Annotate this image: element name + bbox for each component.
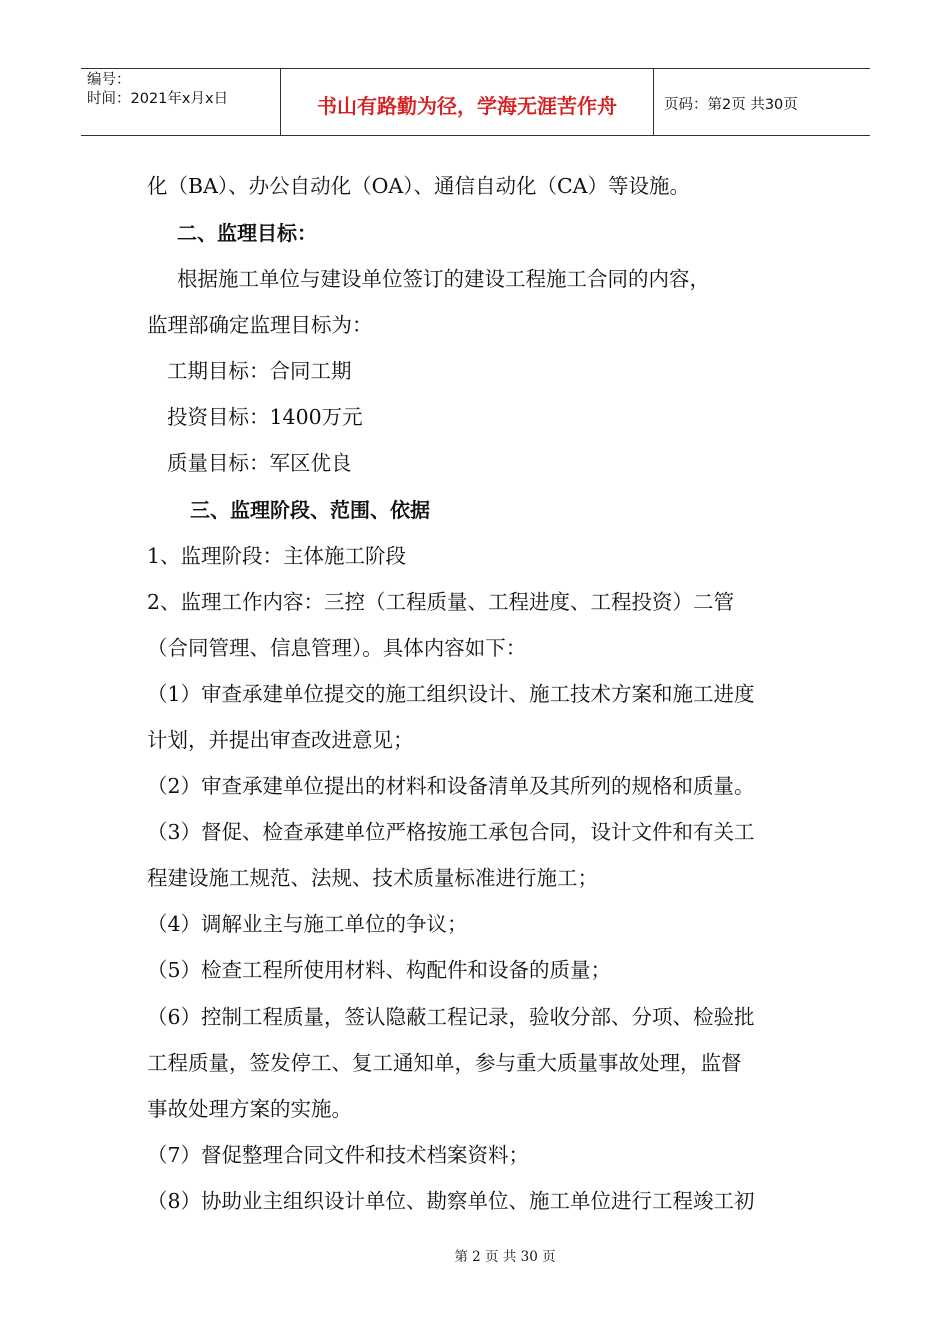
body-line: （2）审查承建单位提出的材料和设备清单及其所列的规格和质量。 [147,774,755,798]
doc-number-label: 编号： [87,72,131,88]
body-line: 根据施工单位与建设单位签订的建设工程施工合同的内容， [177,267,710,291]
body-line: 工期目标：合同工期 [167,359,352,383]
page-footer: 第 2 页 共 30 页 [454,1249,556,1265]
body-line: 事故处理方案的实施。 [147,1097,352,1121]
body-line: 监理部确定监理目标为： [147,313,373,337]
body-line: 计划，并提出审查改进意见； [147,728,414,752]
body-line: （8）协助业主组织设计单位、勘察单位、施工单位进行工程竣工初 [147,1189,755,1213]
body-line: （4）调解业主与施工单位的争议； [147,912,468,936]
body-line: 程建设施工规范、法规、技术质量标准进行施工； [147,866,598,890]
body-line: 工程质量，签发停工、复工通知单，参与重大质量事故处理，监督 [147,1051,742,1075]
body-line: （7）督促整理合同文件和技术档案资料； [147,1143,530,1167]
body-line: （6）控制工程质量，签认隐蔽工程记录，验收分部、分项、检验批 [147,1005,755,1029]
body-line: 2、监理工作内容：三控（工程质量、工程进度、工程投资）二管 [147,590,735,614]
body-line: 化（BA）、办公自动化（OA）、通信自动化（CA）等设施。 [147,174,690,198]
section-heading-objectives: 二、监理目标： [177,221,317,245]
body-line: 质量目标：军区优良 [167,451,352,475]
body-line: （合同管理、信息管理）。具体内容如下： [147,636,527,660]
header-table [81,68,870,136]
body-line: （1）审查承建单位提交的施工组织设计、施工技术方案和施工进度 [147,682,755,706]
header-motto: 书山有路勤为径，学海无涯苦作舟 [281,69,654,135]
header-left-cell [81,69,281,135]
time-label: 时间：2021年x月x日 [87,91,229,107]
header-page-info: 页码：第2页 共30页 [664,96,798,113]
section-heading-stage-scope: 三、监理阶段、范围、依据 [190,498,430,522]
body-line: （3）督促、检查承建单位严格按施工承包合同，设计文件和有关工 [147,820,755,844]
body-line: （5）检查工程所使用材料、构配件和设备的质量； [147,958,612,982]
body-line: 投资目标：1400万元 [167,405,363,429]
body-line: 1、监理阶段：主体施工阶段 [147,544,407,568]
